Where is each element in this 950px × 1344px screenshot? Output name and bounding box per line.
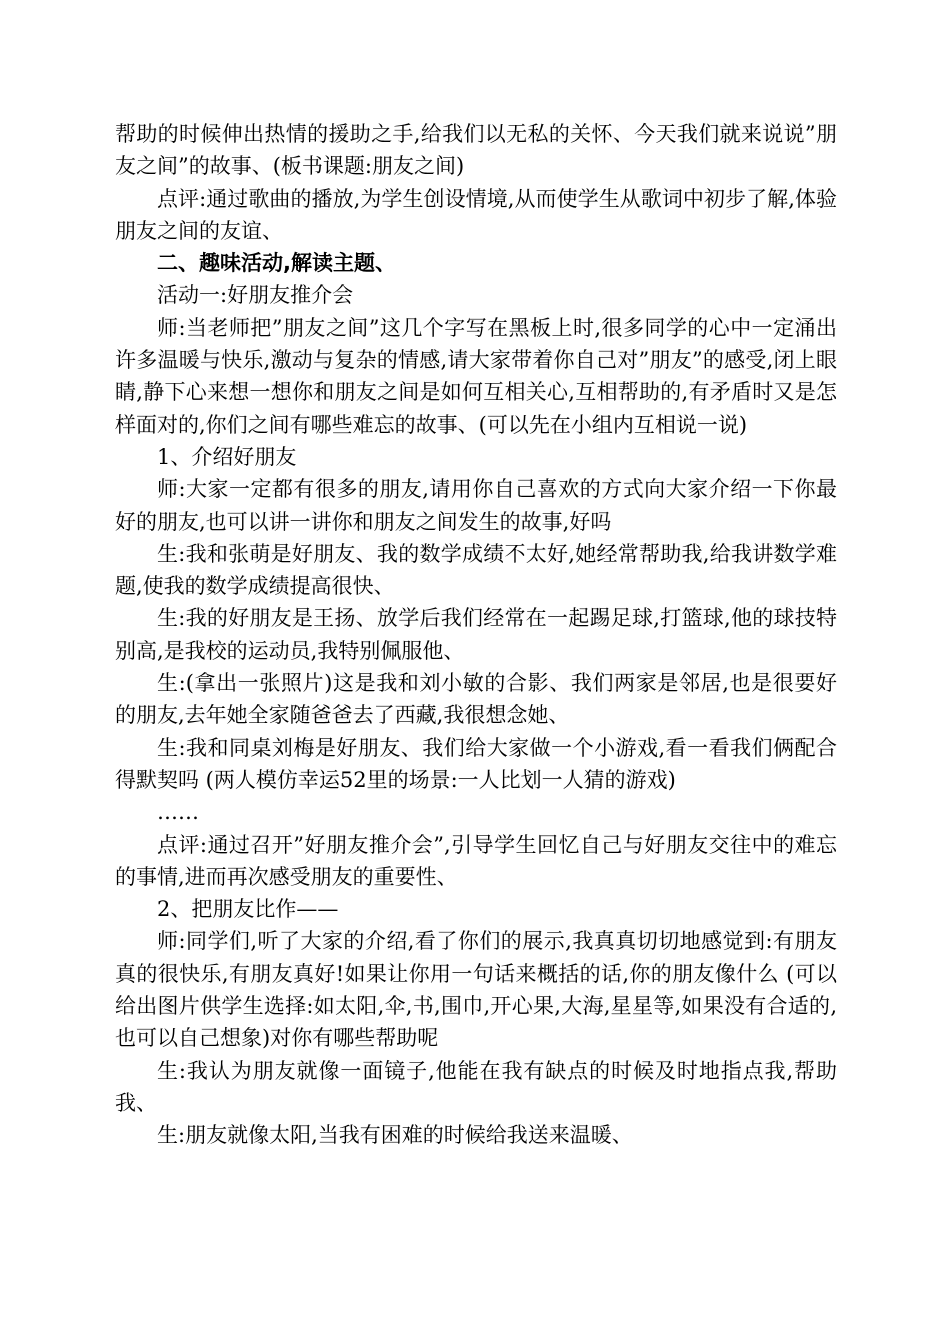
paragraph-teacher-compare: 师:同学们,听了大家的介绍,看了你们的展示,我真真切切地感觉到:有朋友真的很快乐,有朋友真好!如果让你用一句话来概括的话,你的朋友像什么 (可以给出图片供学生选择:如太阳,伞,书,围巾,开心果,大海,星星等,如果没有合适的,也可以自己想象)对你有哪些帮助呢 [115,929,837,1051]
document-body [115,118,837,1152]
activity-title-one: 活动一:好朋友推介会 [157,283,354,308]
paragraph-student-sun: 生:朋友就像太阳,当我有困难的时候给我送来温暖、 [157,1123,633,1148]
subheading-introduce-friend: 1、介绍好朋友 [157,444,297,469]
paragraph-comment-song: 点评:通过歌曲的播放,为学生创设情境,从而使学生从歌词中初步了解,体验朋友之间的友谊、 [115,186,837,243]
paragraph-intro-continued: 帮助的时候伸出热情的援助之手,给我们以无私的关怀、今天我们就来说说”朋友之间”的故事、(板书课题:朋友之间) [115,122,837,179]
ellipsis-line: …… [157,800,199,825]
paragraph-teacher-prompt: 师:大家一定都有很多的朋友,请用你自己喜欢的方式向大家介绍一下你最好的朋友,也可以讲一讲你和朋友之间发生的故事,好吗 [115,477,837,534]
section-heading-activities: 二、趣味活动,解读主题、 [157,251,396,276]
paragraph-comment-recommend: 点评:通过召开”好朋友推介会”,引导学生回忆自己与好朋友交往中的难忘的事情,进而再次感受朋友的重要性、 [115,832,837,889]
paragraph-student-2: 生:我的好朋友是王扬、放学后我们经常在一起踢足球,打篮球,他的球技特别高,是我校的运动员,我特别佩服他、 [115,606,837,663]
paragraph-teacher-intro: 师:当老师把”朋友之间”这几个字写在黑板上时,很多同学的心中一定涌出许多温暖与快乐,激动与复杂的情感,请大家带着你自己对”朋友”的感受,闭上眼睛,静下心来想一想你和朋友之间是如何互相关心,互相帮助的,有矛盾时又是怎样面对的,你们之间有哪些难忘的故事、(可以先在小组内互相说一说) [115,315,837,437]
paragraph-student-3: 生:(拿出一张照片)这是我和刘小敏的合影、我们两家是邻居,也是很要好的朋友,去年她全家随爸爸去了西藏,我很想念她、 [115,671,837,728]
paragraph-student-mirror: 生:我认为朋友就像一面镜子,他能在我有缺点的时候及时地指点我,帮助我、 [115,1058,837,1115]
paragraph-student-4: 生:我和同桌刘梅是好朋友、我们给大家做一个小游戏,看一看我们俩配合得默契吗 (两人模仿幸运52里的场景:一人比划一人猜的游戏) [115,735,837,792]
paragraph-student-1: 生:我和张萌是好朋友、我的数学成绩不太好,她经常帮助我,给我讲数学难题,使我的数学成绩提高很快、 [115,541,837,599]
subheading-compare-friend: 2、把朋友比作—— [157,897,339,922]
